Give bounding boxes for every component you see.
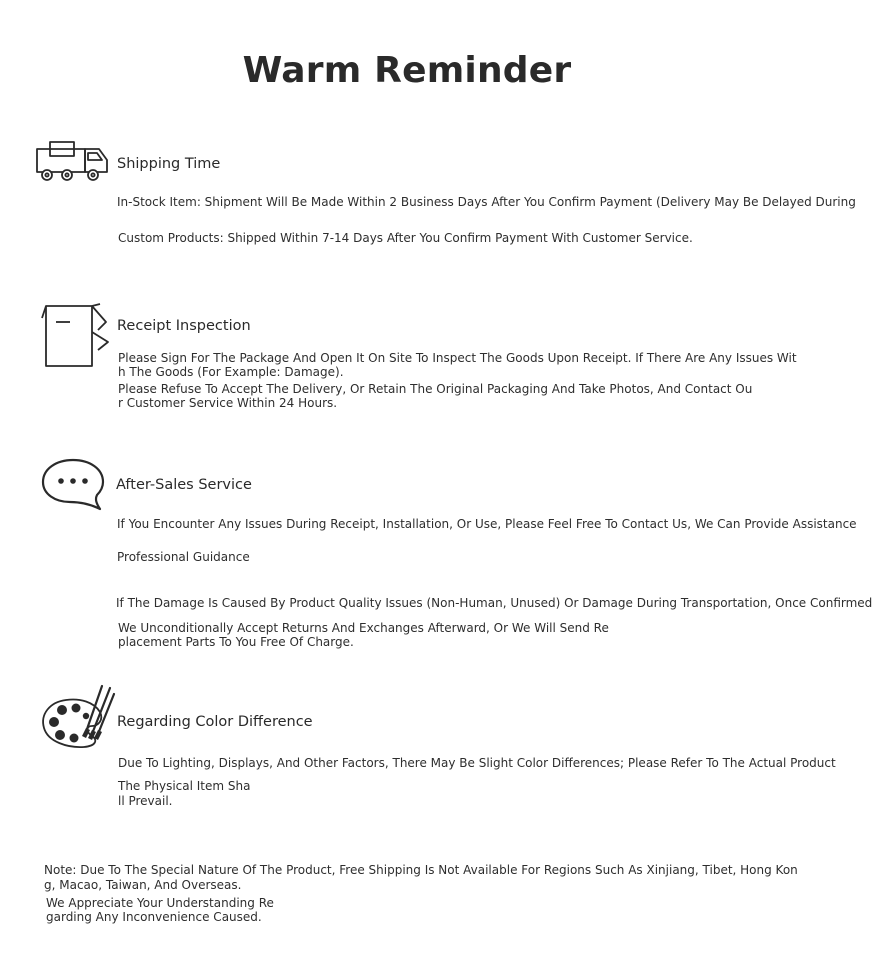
note-text-4: garding Any Inconvenience Caused. — [46, 910, 262, 924]
after-sales-heading: After-Sales Service — [116, 477, 252, 493]
receipt-text-1b: h The Goods (For Example: Damage). — [118, 365, 344, 379]
chat-bubble-icon — [40, 456, 106, 516]
color-difference-text-2a: The Physical Item Sha — [118, 779, 251, 793]
note-text-3: We Appreciate Your Understanding Re — [46, 896, 274, 910]
note-text-1: Note: Due To The Special Nature Of The Product, Free Shipping Is Not Available For Regions Such As Xinjiang, Tibet, Hong Kon — [44, 863, 798, 877]
after-sales-text-1: If You Encounter Any Issues During Receipt, Installation, Or Use, Please Feel Free To Contact Us, We Can Provide Assistance — [117, 517, 857, 531]
note-text-2: g, Macao, Taiwan, And Overseas. — [44, 878, 242, 892]
receipt-inspection-heading: Receipt Inspection — [117, 318, 251, 334]
palette-icon — [40, 680, 118, 756]
shipping-custom-text: Custom Products: Shipped Within 7-14 Days After You Confirm Payment With Customer Service. — [118, 231, 693, 245]
shipping-time-heading: Shipping Time — [117, 156, 221, 172]
color-difference-text-2b: ll Prevail. — [118, 794, 173, 808]
color-difference-text-1: Due To Lighting, Displays, And Other Factors, There May Be Slight Color Differences; Please Refer To The Actual Product — [118, 756, 836, 770]
page-title: Warm Reminder — [242, 50, 572, 91]
receipt-text-1a: Please Sign For The Package And Open It On Site To Inspect The Goods Upon Receipt. If There Are Any Issues Wit — [118, 351, 797, 365]
truck-icon — [35, 140, 111, 188]
color-difference-heading: Regarding Color Difference — [117, 714, 313, 730]
after-sales-text-4a: We Unconditionally Accept Returns And Exchanges Afterward, Or We Will Send Re — [118, 621, 609, 635]
receipt-text-2a: Please Refuse To Accept The Delivery, Or Retain The Original Packaging And Take Photos, And Contact Ou — [118, 382, 753, 396]
after-sales-text-2: Professional Guidance — [117, 550, 250, 564]
shipping-instock-text: In-Stock Item: Shipment Will Be Made Within 2 Business Days After You Confirm Payment (Delivery May Be Delayed During — [117, 195, 856, 209]
after-sales-text-3: If The Damage Is Caused By Product Quality Issues (Non-Human, Unused) Or Damage During Transportation, Once Confirmed — [116, 596, 872, 610]
receipt-text-2b: r Customer Service Within 24 Hours. — [118, 396, 338, 410]
after-sales-text-4b: placement Parts To You Free Of Charge. — [118, 635, 354, 649]
box-icon — [40, 302, 112, 374]
